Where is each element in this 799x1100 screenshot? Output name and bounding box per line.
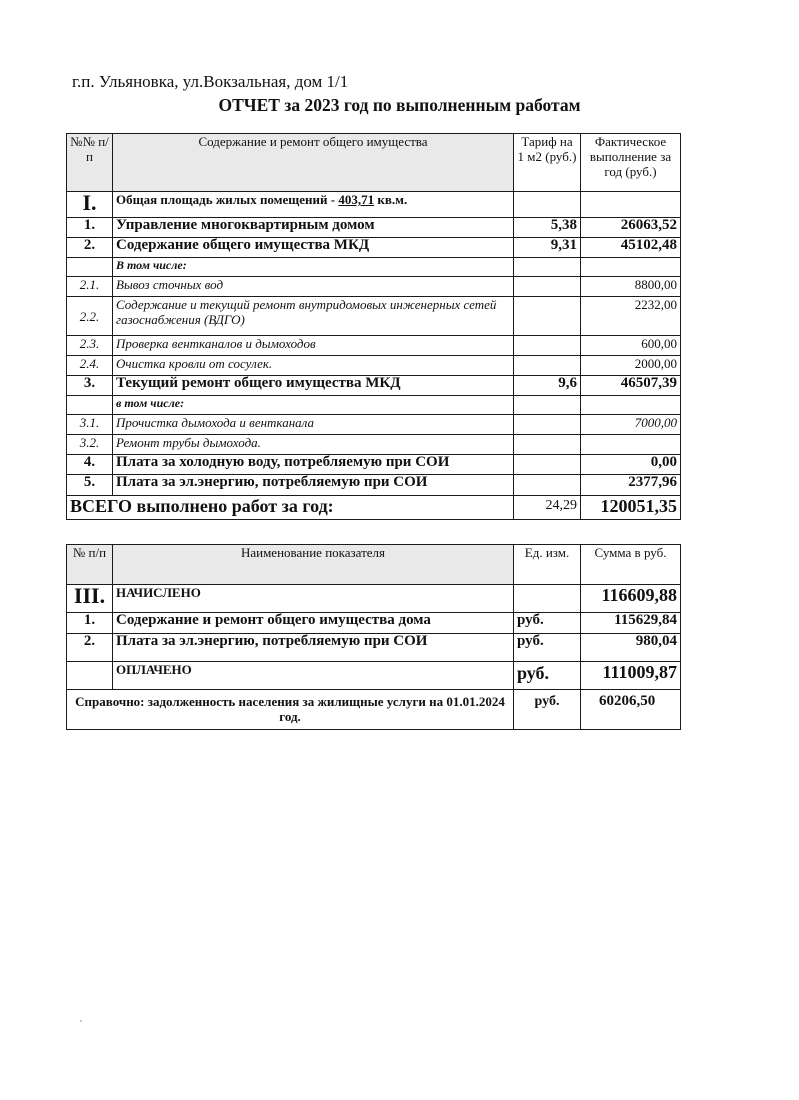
row-name: Очистка кровли от сосулек. (113, 356, 514, 376)
row-num: 3.2. (67, 435, 113, 455)
address: г.п. Ульяновка, ул.Вокзальная, дом 1/1 (72, 72, 349, 91)
row-unit: руб. (514, 613, 581, 634)
table-row (67, 376, 681, 396)
section-sum: 116609,88 (581, 585, 681, 613)
row-sum: 115629,84 (581, 613, 681, 634)
total-label: ВСЕГО выполнено работ за год: (67, 496, 514, 520)
row-name: Текущий ремонт общего имущества МКД (113, 376, 514, 396)
table-header-row (67, 134, 681, 192)
scan-speck (80, 1020, 82, 1022)
row-name: Ремонт трубы дымохода. (113, 435, 514, 455)
row-actual: 46507,39 (581, 376, 681, 396)
header-tariff: Тариф на 1 м2 (руб.) (514, 134, 581, 192)
row-num: 2.2. (67, 297, 113, 336)
row-actual: 8800,00 (581, 277, 681, 297)
note-unit: руб. (514, 690, 581, 730)
section-row (67, 585, 681, 613)
header-num: № п/п (67, 545, 113, 585)
note-sum: 60206,50 (581, 690, 681, 730)
row-num: 1. (67, 613, 113, 634)
row-name: Содержание общего имущества МКД (113, 238, 514, 258)
header-num: №№ п/п (67, 134, 113, 192)
row-name: В том числе: (113, 258, 514, 277)
paid-sum: 111009,87 (581, 662, 681, 690)
row-name: Прочистка дымохода и вентканала (113, 415, 514, 435)
total-row (67, 496, 681, 520)
report-title: ОТЧЕТ за 2023 год по выполненным работам (218, 95, 581, 115)
table-row (67, 435, 681, 455)
table-row (67, 277, 681, 297)
row-actual: 2232,00 (581, 297, 681, 336)
table-row (67, 297, 681, 336)
area-prefix: Общая площадь жилых помещений - (116, 192, 339, 207)
area-cell (113, 192, 514, 218)
table-header-row (67, 545, 681, 585)
table-row (67, 336, 681, 356)
header-name: Наименование показателя (113, 545, 514, 585)
row-num: 4. (67, 455, 113, 475)
area-suffix: кв.м. (374, 192, 408, 207)
total-tariff: 24,29 (514, 496, 581, 520)
row-actual: 26063,52 (581, 218, 681, 238)
row-actual: 45102,48 (581, 238, 681, 258)
row-actual: 600,00 (581, 336, 681, 356)
row-num: 3. (67, 376, 113, 396)
row-name: в том числе: (113, 396, 514, 415)
total-actual: 120051,35 (581, 496, 681, 520)
area-value: 403,71 (338, 192, 375, 207)
row-unit: руб. (514, 634, 581, 662)
row-num: 5. (67, 475, 113, 496)
row-actual: 2377,96 (581, 475, 681, 496)
table-row (67, 415, 681, 435)
row-name: Вывоз сточных вод (113, 277, 514, 297)
debt-note: Справочно: задолженность населения за жилищные услуги на 01.01.2024 год. (67, 690, 514, 730)
table-row (67, 218, 681, 238)
row-name: Плата за эл.энергию, потребляемую при СОИ (113, 634, 514, 662)
row-num: 3.1. (67, 415, 113, 435)
table-row (67, 396, 681, 415)
header-sum: Сумма в руб. (581, 545, 681, 585)
row-tariff: 9,6 (514, 376, 581, 396)
paid-unit: руб. (514, 662, 581, 690)
row-name: Плата за эл.энергию, потребляемую при СОИ (113, 475, 514, 496)
row-actual: 7000,00 (581, 415, 681, 435)
section-row (67, 192, 681, 218)
row-num: 2.4. (67, 356, 113, 376)
table-row (67, 238, 681, 258)
table-row (67, 475, 681, 496)
section-roman: III. (67, 585, 113, 613)
row-num: 2. (67, 634, 113, 662)
row-actual: 0,00 (581, 455, 681, 475)
row-name: Проверка вентканалов и дымоходов (113, 336, 514, 356)
row-num: 1. (67, 218, 113, 238)
table-row (67, 634, 681, 662)
header-actual: Фактическое выполнение за год (руб.) (581, 134, 681, 192)
row-actual: 2000,00 (581, 356, 681, 376)
row-tariff: 9,31 (514, 238, 581, 258)
row-num: 2.3. (67, 336, 113, 356)
note-row (67, 690, 681, 730)
row-num: 2.1. (67, 277, 113, 297)
header-unit: Ед. изм. (514, 545, 581, 585)
table-row (67, 356, 681, 376)
row-name: Управление многоквартирным домом (113, 218, 514, 238)
row-name: Плата за холодную воду, потребляемую при СОИ (113, 455, 514, 475)
row-name: Содержание и текущий ремонт внутридомовых инженерных сетей газоснабжения (ВДГО) (113, 297, 514, 336)
section-label: НАЧИСЛЕНО (113, 585, 514, 613)
accruals-table (66, 544, 681, 730)
paid-row (67, 662, 681, 690)
paid-label: ОПЛАЧЕНО (113, 662, 514, 690)
works-table (66, 133, 681, 520)
section-roman: I. (67, 192, 113, 218)
row-num: 2. (67, 238, 113, 258)
table-row (67, 455, 681, 475)
table-row (67, 613, 681, 634)
table-row (67, 258, 681, 277)
header-name: Содержание и ремонт общего имущества (113, 134, 514, 192)
row-tariff: 5,38 (514, 218, 581, 238)
row-sum: 980,04 (581, 634, 681, 662)
row-name: Содержание и ремонт общего имущества дома (113, 613, 514, 634)
